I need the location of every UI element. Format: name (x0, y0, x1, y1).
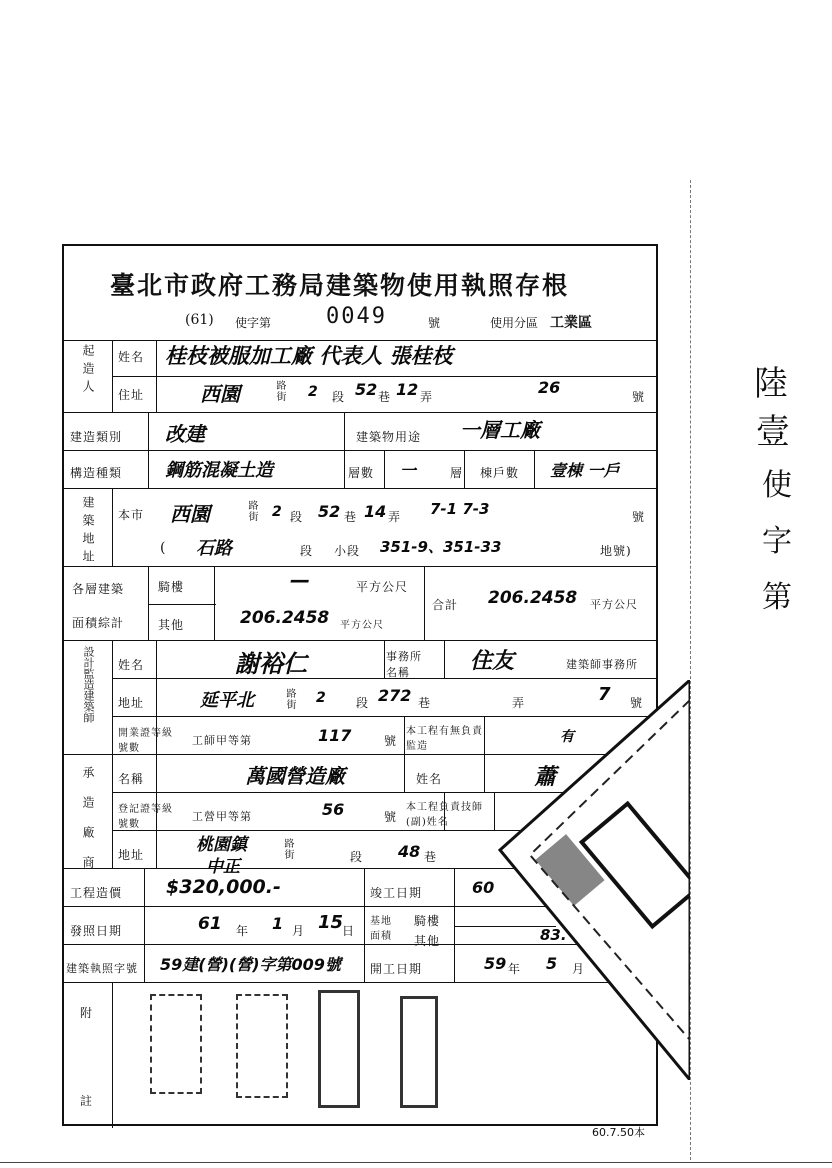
designer-license-suffix: 號 (384, 734, 398, 748)
contractor-license-no: 56 (322, 800, 345, 819)
issue-day: 15 (318, 912, 344, 933)
side-char-2: 壹 (756, 412, 790, 452)
contractor-name: 萬國營造廠 (245, 764, 345, 788)
site-other-value: 83. (540, 926, 567, 944)
site-road-suffix: 路街 (246, 500, 257, 522)
area-arcade-unit: 平方公尺 (356, 580, 409, 594)
site-lane: 52 (318, 502, 341, 521)
area-other-value: 206.2458 (240, 608, 330, 628)
designer-section: 2 (316, 690, 326, 706)
designer-office-label: 事務所名稱 (386, 650, 422, 679)
designer-name-label: 姓名 (118, 658, 145, 672)
side-char-1: 陸 (754, 364, 788, 404)
applicant-section-label: 段 (332, 390, 346, 404)
site-section-no: 2 (272, 504, 282, 520)
contractor-license-prefix: 工營甲等第 (192, 810, 252, 823)
license-suffix: 號 (428, 316, 441, 330)
site-numbers: 7-1 7-3 (430, 500, 490, 518)
applicant-number: 26 (538, 378, 561, 397)
side-char-3: 使 (762, 468, 792, 503)
site-area-label: 基地面積 (370, 916, 392, 942)
site-number-label: 號 (632, 510, 646, 524)
structure-label: 構造種類 (70, 466, 123, 480)
designer-office-suffix: 建築師事務所 (566, 658, 638, 671)
applicant-lane: 52 (355, 380, 378, 399)
site-section-label: 建築地址 (81, 496, 95, 568)
designer-supervisor: 有 (560, 729, 574, 745)
site-land-district: 石路 (196, 538, 232, 559)
overlapping-page-corner (490, 680, 690, 1080)
license-year: (61) (185, 312, 214, 328)
issue-month-label: 月 (292, 924, 306, 938)
designer-number: 7 (598, 684, 611, 705)
contractor-name-label: 名稱 (118, 772, 145, 786)
structure-value: 鋼筋混凝土造 (165, 460, 273, 481)
contractor-section-text: 段 (350, 850, 364, 864)
area-label-2: 面積綜計 (72, 616, 125, 630)
issue-label: 發照日期 (70, 924, 123, 938)
contractor-road: 中正 (206, 857, 240, 877)
official-stamp-1 (150, 994, 202, 1094)
permit-label: 建築執照字號 (66, 962, 138, 975)
use-label: 建築物用途 (356, 430, 422, 444)
applicant-name: 桂枝被服加工廠 代表人 張桂枝 (165, 344, 453, 368)
use-value: 一層工廠 (460, 418, 540, 442)
completion-label: 竣工日期 (370, 886, 423, 900)
side-char-5: 第 (762, 580, 792, 615)
site-other-label: 其他 (414, 934, 441, 948)
official-stamp-3 (318, 990, 360, 1108)
designer-license-prefix: 工師甲等第 (192, 734, 252, 747)
contractor-person-label: 姓名 (416, 772, 443, 786)
applicant-address-label: 住址 (118, 388, 145, 402)
contractor-town: 桃園鎮 (196, 835, 247, 855)
zone-label: 使用分區 (490, 316, 539, 330)
contractor-tech-label: 本工程負責技師(副)姓名 (406, 802, 483, 828)
floors-unit: 層 (450, 466, 464, 480)
form-title: 臺北市政府工務局建築物使用執照存根 (110, 271, 570, 300)
license-number: 0049 (326, 304, 387, 329)
designer-road: 延平北 (200, 690, 254, 711)
notes-label-top: 附 (80, 1006, 94, 1020)
designer-license-label: 開業證等級號數 (118, 728, 173, 754)
start-month-label: 月 (572, 962, 586, 976)
contractor-license-label: 登記證等級號數 (118, 804, 173, 830)
applicant-road: 西園 (200, 382, 240, 406)
footer-print-run: 60.7.50本 (592, 1126, 645, 1139)
applicant-section-label: 起造人 (81, 344, 95, 398)
contractor-license-suffix: 號 (384, 810, 398, 824)
start-label: 開工日期 (370, 962, 423, 976)
side-dashed-line (690, 180, 691, 1160)
designer-section-text: 段 (356, 696, 370, 710)
designer-section-label: 設計監造建築師 (82, 646, 95, 723)
cost-label: 工程造價 (70, 886, 123, 900)
contractor-address-label: 地址 (118, 848, 145, 862)
site-alley-label: 弄 (388, 510, 402, 524)
site-land-suffix: 地號) (600, 544, 632, 558)
designer-road-suffix: 路街 (284, 688, 295, 710)
designer-office: 住友 (470, 649, 515, 674)
applicant-section: 2 (308, 384, 318, 400)
units-label: 棟戶數 (480, 466, 520, 480)
designer-lane-label: 巷 (418, 696, 432, 710)
area-arcade-label: 騎樓 (158, 580, 185, 594)
applicant-road-suffix: 路街 (274, 380, 285, 402)
area-total-unit: 平方公尺 (590, 598, 638, 611)
area-total-value: 206.2458 (488, 588, 578, 608)
issue-day-label: 日 (342, 924, 356, 938)
site-lane-label: 巷 (344, 510, 358, 524)
license-prefix: 使字第 (235, 316, 272, 330)
designer-number-label: 號 (630, 696, 644, 710)
building-type: 改建 (165, 422, 205, 446)
completion-value: 60 (472, 878, 495, 897)
area-label-1: 各層建築 (72, 582, 125, 596)
area-arcade-value: — (290, 568, 310, 592)
site-land-section-label: 段 (300, 544, 314, 558)
applicant-lane-label: 巷 (378, 390, 392, 404)
applicant-alley-label: 弄 (420, 390, 434, 404)
issue-year-label: 年 (236, 924, 250, 938)
contractor-road-suffix: 路街 (282, 838, 293, 860)
applicant-number-label: 號 (632, 390, 646, 404)
contractor-lane-label: 巷 (424, 850, 438, 864)
contractor-section-label: 承造廠商 (81, 766, 95, 886)
bottom-edge (0, 1162, 832, 1163)
start-year-label: 年 (508, 962, 522, 976)
floors-label: 層數 (348, 466, 375, 480)
area-other-label: 其他 (158, 618, 185, 632)
applicant-alley: 12 (396, 380, 419, 399)
applicant-name-label: 姓名 (118, 350, 145, 364)
designer-supervisor-label: 本工程有無負責監造 (406, 726, 483, 752)
contractor-lane: 48 (398, 842, 421, 861)
site-road: 西園 (170, 502, 210, 526)
issue-month: 1 (272, 914, 284, 933)
designer-alley-label: 弄 (512, 696, 526, 710)
start-month: 5 (546, 954, 558, 973)
official-stamp-2 (236, 994, 288, 1098)
start-year: 59 (484, 954, 507, 973)
designer-address-label: 地址 (118, 696, 145, 710)
site-arcade-label: 騎樓 (414, 914, 441, 928)
area-total-label: 合計 (432, 598, 459, 612)
area-other-unit: 平方公尺 (340, 620, 384, 631)
designer-name: 謝裕仁 (235, 650, 307, 678)
floors-value: 一 (400, 461, 417, 480)
notes-label-bottom: 註 (80, 1094, 94, 1108)
site-land-numbers: 351-9、351-33 (380, 538, 502, 556)
site-land-prefix: ( (160, 540, 167, 556)
site-land-sub-label: 小段 (334, 544, 361, 558)
issue-year: 61 (198, 914, 222, 934)
contractor-person: 蕭 (534, 765, 557, 790)
zone-value: 工業區 (550, 315, 592, 331)
side-char-4: 字 (762, 524, 792, 559)
site-city: 本市 (118, 508, 145, 522)
site-section-text: 段 (290, 510, 304, 524)
building-type-label: 建造類別 (70, 430, 123, 444)
designer-license-no: 117 (318, 726, 352, 745)
site-alley: 14 (364, 502, 387, 521)
designer-lane: 272 (378, 686, 412, 705)
permit-value: 59建(營)(營)字第009號 (160, 955, 341, 974)
cost-value: $320,000.- (166, 876, 281, 898)
units-value: 壹棟 一戶 (550, 461, 620, 480)
official-stamp-4 (400, 996, 438, 1108)
